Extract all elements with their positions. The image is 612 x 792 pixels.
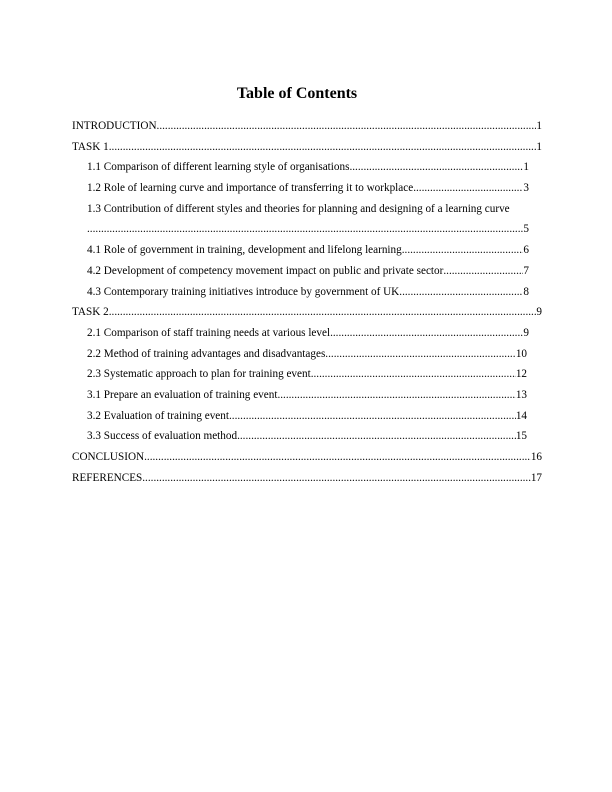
toc-page-number: 9 [536,306,542,319]
toc-entry-2-2[interactable] [72,344,542,365]
toc-leader-dots [277,385,515,406]
toc-entry-1-2[interactable] [72,178,542,199]
toc-entry-conclusion[interactable] [72,447,542,468]
toc-entry-label: 4.3 Contemporary training initiatives introduce by government of UK [87,285,400,298]
toc-entry-label: 3.2 Evaluation of training event [87,409,229,422]
toc-leader-dots [157,116,537,137]
toc-leader-dots [413,178,523,199]
toc-leader-dots [87,219,523,240]
toc-leader-dots [325,344,516,365]
toc-entry-1-3-continued[interactable] [72,219,542,240]
toc-entry-4-1[interactable] [72,240,542,261]
toc-entry-1-1[interactable] [72,157,542,178]
toc-entry-task-2[interactable] [72,302,542,323]
toc-entry-label: INTRODUCTION [72,120,157,132]
toc-entry-4-2[interactable] [72,261,542,282]
toc-page-number: 1 [523,161,529,174]
toc-page-number: 13 [515,388,527,401]
toc-entry-3-2[interactable] [72,406,542,427]
toc-leader-dots [402,240,524,261]
toc-leader-dots [237,426,516,447]
toc-entry-task-1[interactable] [72,137,542,158]
toc-page-number: 9 [523,326,529,339]
toc-entry-label: 2.2 Method of training advantages and disadvantages [87,347,326,360]
toc-entry-label: TASK 2 [72,306,109,319]
toc-page-number: 12 [515,368,527,381]
toc-entry-label: 3.1 Prepare an evaluation of training event [87,388,278,401]
table-of-contents [72,116,542,488]
toc-entry-label: 4.1 Role of government in training, development and lifelong learning [87,244,402,257]
page-title: Table of Contents [236,85,358,102]
toc-leader-dots [144,447,531,468]
toc-entry-label: 4.2 Development of competency movement impact on public and private sector [87,264,444,277]
toc-entry-label: 3.3 Success of evaluation method [87,430,238,443]
toc-entry-3-3[interactable] [72,426,542,447]
toc-page-number: 8 [523,285,529,298]
toc-entry-2-3[interactable] [72,364,542,385]
toc-entry-label: 2.1 Comparison of staff training needs at various level [87,326,331,339]
toc-page-number: 6 [523,244,529,257]
toc-entry-label: 1.3 Contribution of different styles and theories for planning and designing of a learning curve [87,202,510,215]
toc-entry-2-1[interactable] [72,323,542,344]
toc-entry-label: TASK 1 [72,140,109,153]
toc-entry-introduction[interactable] [72,116,542,137]
toc-leader-dots [349,157,523,178]
toc-entry-1-3[interactable] [72,199,542,220]
toc-page-number: 1 [536,140,542,153]
toc-leader-dots [330,323,523,344]
toc-entry-label: 2.3 Systematic approach to plan for training event [87,368,311,381]
toc-page-number: 1 [536,120,542,132]
toc-entry-label: REFERENCES [72,471,143,484]
toc-leader-dots [109,137,537,158]
toc-entry-label: 1.2 Role of learning curve and importance of transferring it to workplace [87,182,414,195]
toc-page-number: 17 [530,471,542,484]
toc-entry-references[interactable] [72,468,542,489]
toc-page-number: 10 [515,347,527,360]
toc-entry-label: 1.1 Comparison of different learning style of organisations [87,161,350,174]
toc-leader-dots [443,261,523,282]
toc-leader-dots [399,282,523,303]
toc-page-number: 5 [523,223,529,236]
toc-entry-label: CONCLUSION [72,451,145,463]
toc-entry-4-3[interactable] [72,282,542,303]
toc-page-number: 7 [523,264,529,277]
toc-leader-dots [142,468,531,489]
toc-leader-dots [109,302,537,323]
toc-page-number: 15 [515,430,527,443]
toc-leader-dots [229,406,516,427]
toc-page-number: 14 [515,409,527,422]
toc-page-number: 16 [530,451,542,463]
toc-page-number: 3 [523,182,529,195]
toc-leader-dots [311,364,516,385]
toc-entry-3-1[interactable] [72,385,542,406]
